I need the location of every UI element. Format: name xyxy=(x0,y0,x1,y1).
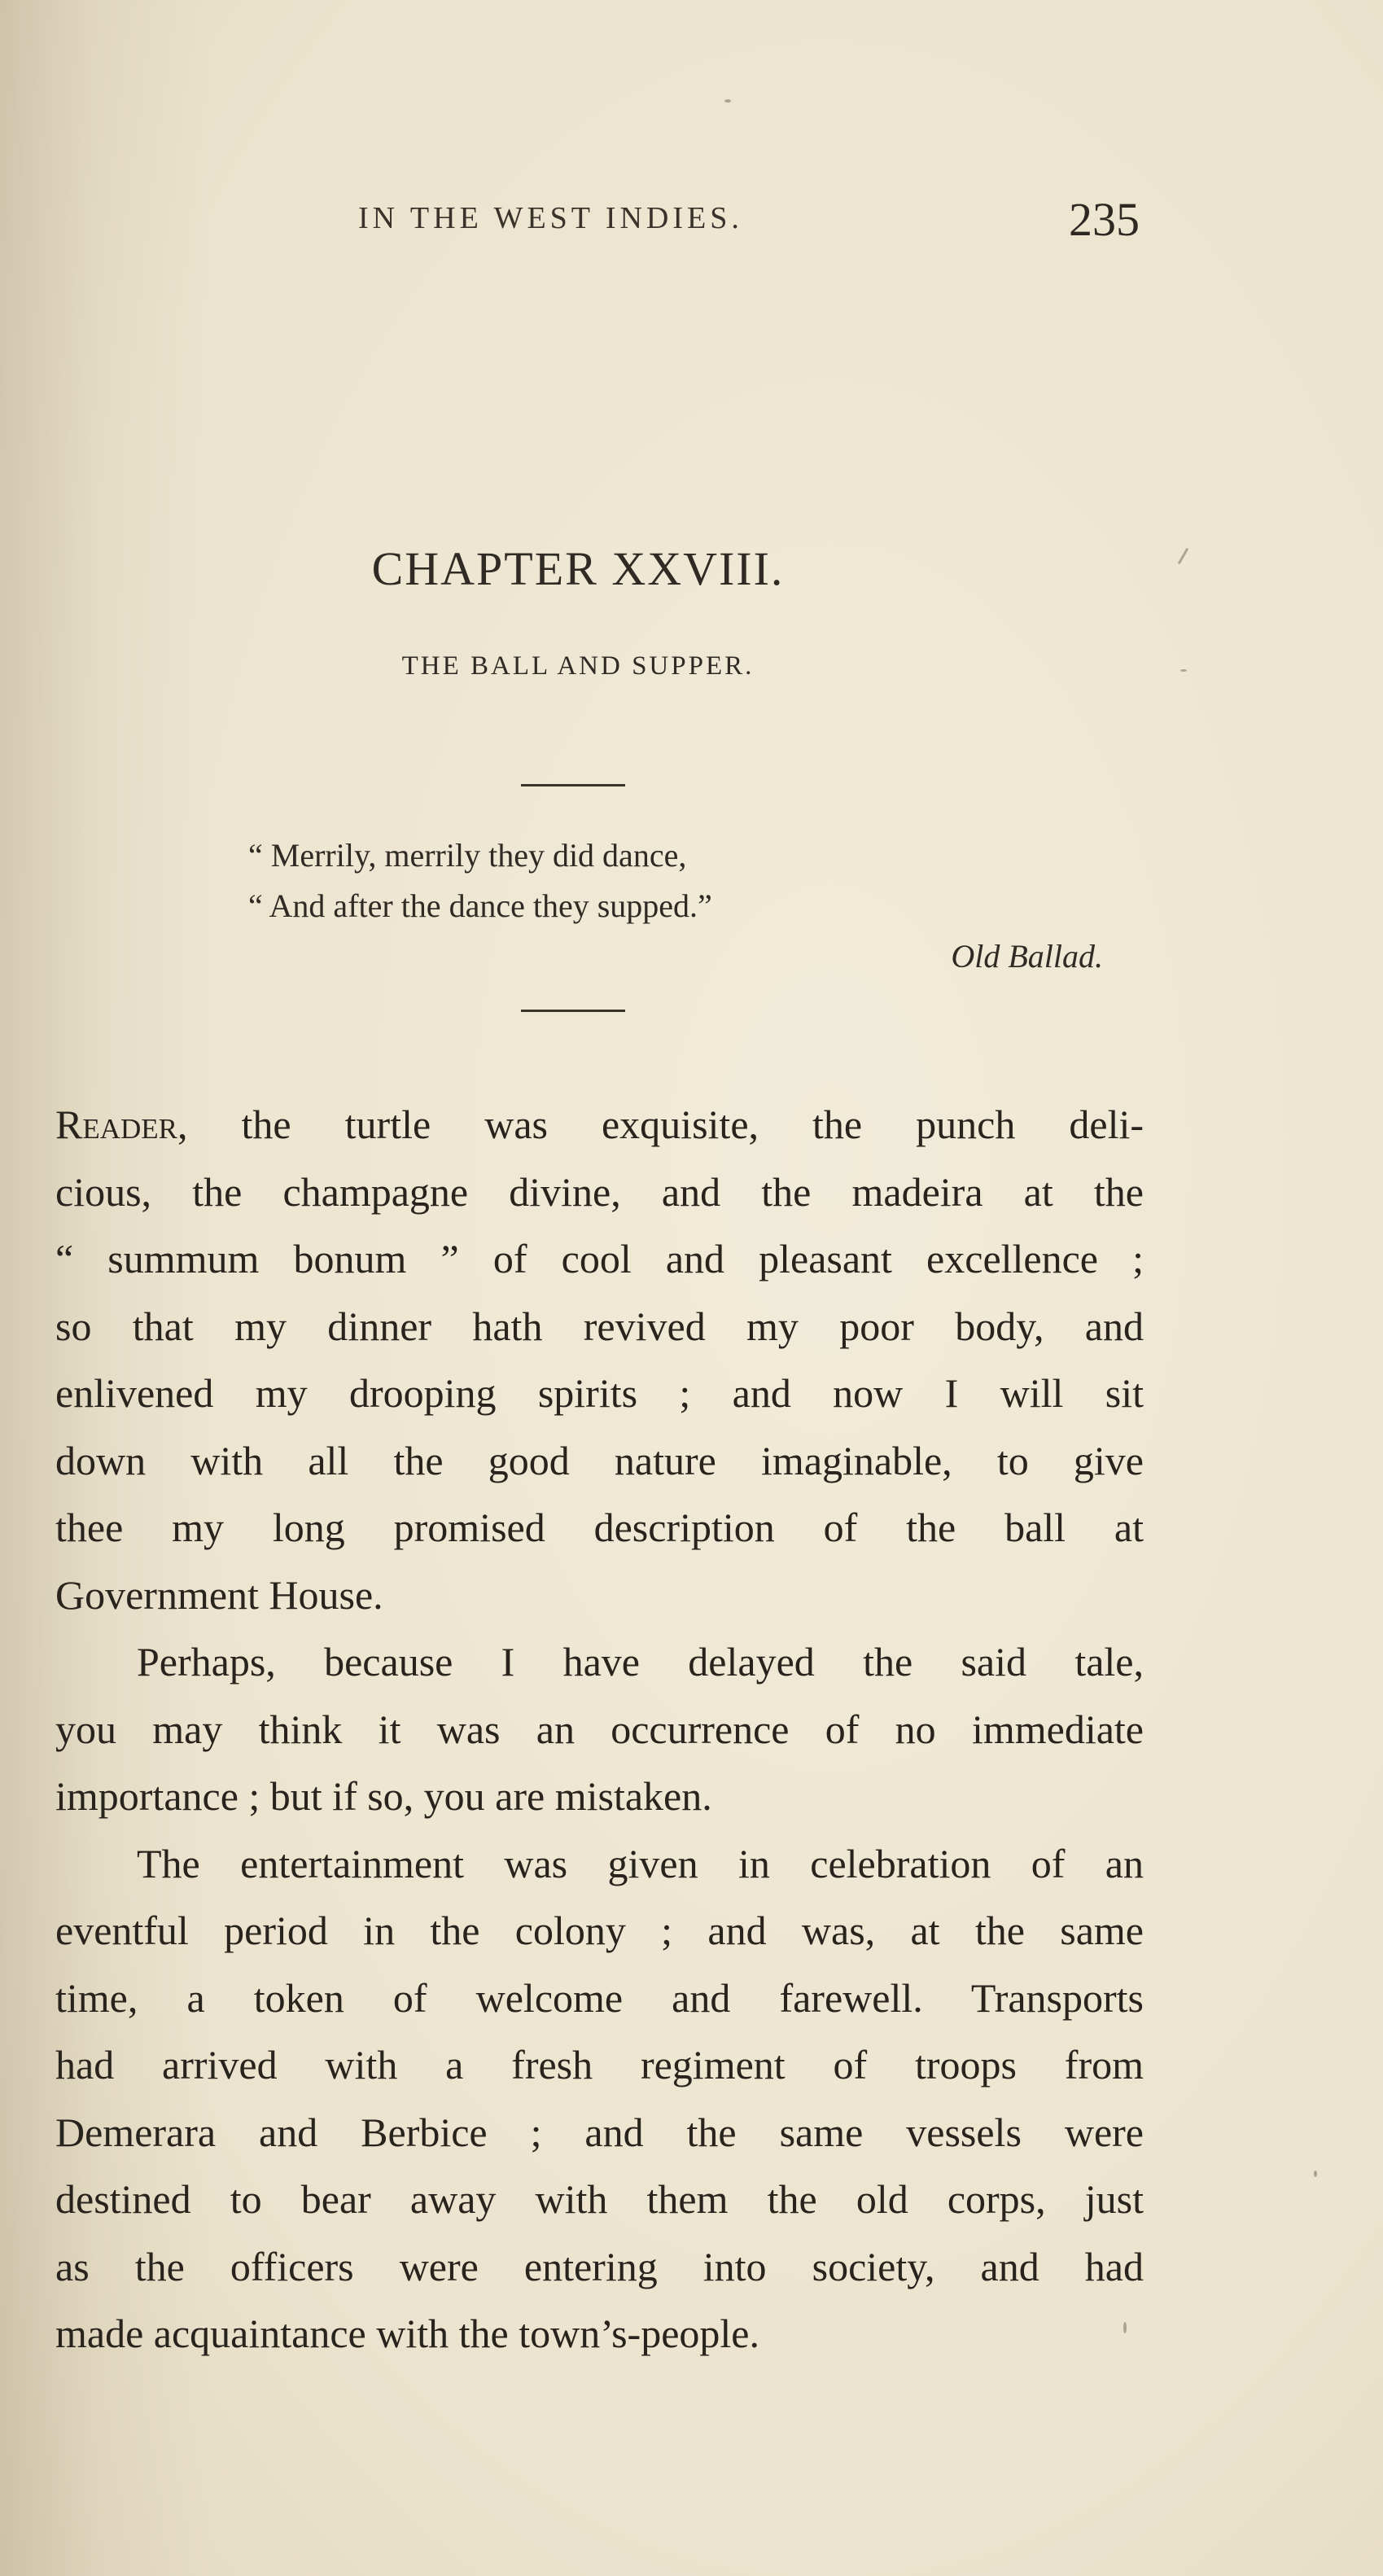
paper-speck xyxy=(1180,669,1187,672)
body-line: cious, the champagne divine, and the madeira at the xyxy=(55,1168,1144,1215)
epigraph-line: “ Merrily, merrily they did dance, xyxy=(248,837,687,874)
paper-speck xyxy=(1123,2322,1127,2333)
paper-speck xyxy=(1314,2171,1317,2177)
body-text xyxy=(55,1091,1144,2368)
body-line: you may think it was an occurrence of no immediate xyxy=(55,1706,1144,1752)
body-line: had arrived with a fresh regiment of troops from xyxy=(55,2042,1144,2088)
body-line: Perhaps, because I have delayed the said tale, xyxy=(137,1639,1144,1684)
body-line: Government House. xyxy=(55,1571,383,1618)
body-line: thee my long promised description of the ball at xyxy=(55,1505,1144,1550)
body-line: time, a token of welcome and farewell. Transports xyxy=(55,1974,1144,2021)
running-title: IN THE WEST INDIES. xyxy=(358,201,743,235)
epigraph xyxy=(248,830,1103,982)
chapter-title: CHAPTER XXVIII. xyxy=(371,542,785,595)
paper-speck xyxy=(1178,548,1189,565)
body-line: as the officers were entering into society, and had xyxy=(55,2243,1144,2289)
epigraph-source: Old Ballad. xyxy=(951,938,1103,975)
page-number: 235 xyxy=(1069,193,1140,246)
body-line: enlivened my drooping spirits ; and now I will sit xyxy=(55,1370,1144,1416)
chapter-subtitle: THE BALL AND SUPPER. xyxy=(401,651,755,681)
body-line: destined to bear away with them the old corps, just xyxy=(55,2176,1144,2222)
body-line: “ summum bonum ” of cool and pleasant excellence ; xyxy=(55,1236,1144,1281)
body-line: made acquaintance with the town’s-people. xyxy=(55,2311,759,2356)
body-line: eventful period in the colony ; and was, at the same xyxy=(55,1908,1144,1953)
epigraph-line: “ And after the dance they supped.” xyxy=(248,887,712,924)
body-line xyxy=(55,1091,1144,1159)
reader-smallcaps: Reader xyxy=(55,1102,178,1147)
body-line: Demerara and Berbice ; and the same vessels were xyxy=(55,2109,1144,2155)
body-line: so that my dinner hath revived my poor body, and xyxy=(55,1303,1144,1349)
body-line: importance ; but if so, you are mistaken. xyxy=(55,1773,712,1819)
body-line-text: , the turtle was exquisite, the punch deli- xyxy=(177,1102,1144,1147)
body-line: The entertainment was given in celebration of an xyxy=(137,1840,1144,1886)
paper-speck xyxy=(724,99,731,103)
divider-rule-top xyxy=(521,784,625,786)
running-head xyxy=(358,192,1140,249)
divider-rule-bottom xyxy=(521,1010,625,1012)
body-line: down with all the good nature imaginable, to give xyxy=(55,1437,1144,1483)
